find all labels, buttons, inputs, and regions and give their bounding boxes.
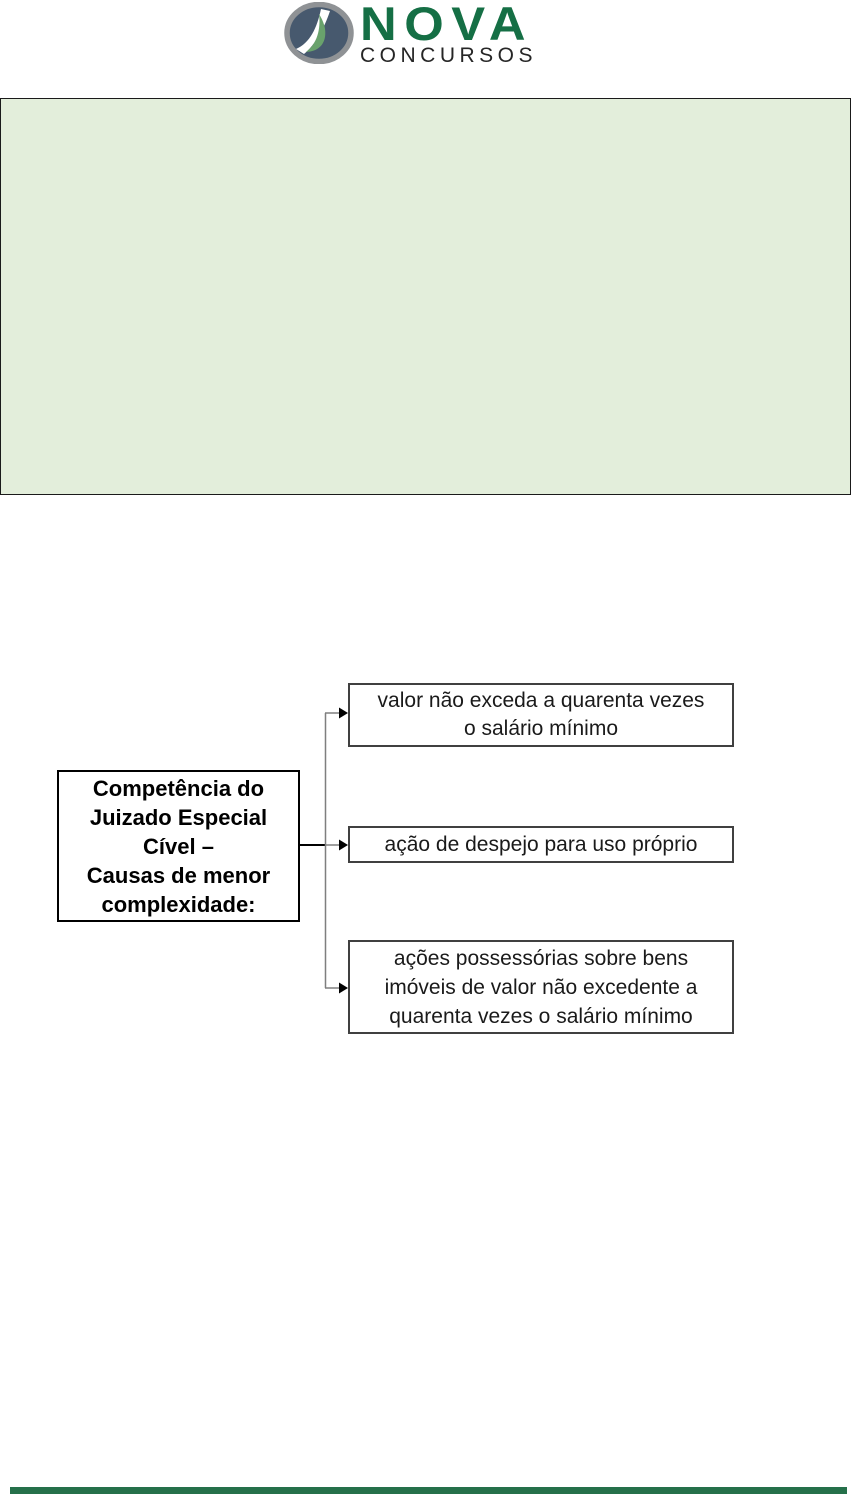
- arrowhead-middle-icon: [339, 840, 348, 851]
- diagram-branch-box-valor: [348, 683, 734, 747]
- arrowhead-top-icon: [339, 708, 348, 719]
- branch-box-line: valor não exceda a quarenta vezes: [377, 689, 705, 712]
- brand-name: NOVA: [360, 0, 534, 50]
- highlight-panel: [0, 98, 851, 495]
- root-box-line: Cível –: [143, 833, 214, 859]
- branch-box-line: imóveis de valor não excedente a: [384, 975, 698, 999]
- root-box-line: complexidade:: [101, 891, 256, 917]
- branch-box-line: o salário mínimo: [463, 717, 619, 740]
- branch-box-line: quarenta vezes o salário mínimo: [389, 1004, 693, 1028]
- footer-rule: [10, 1487, 847, 1494]
- diagram-root-box: [57, 770, 300, 922]
- diagram-branch-box-despejo: [348, 826, 734, 863]
- branch-box-line: ações possessórias sobre bens: [393, 946, 689, 970]
- nova-concursos-logo: [283, 2, 537, 66]
- brand-subname: CONCURSOS: [360, 44, 538, 67]
- root-box-line: Causas de menor: [86, 862, 271, 888]
- arrowhead-bottom-icon: [339, 983, 348, 994]
- logo-text: [360, 2, 537, 66]
- root-box-line: Juizado Especial: [89, 804, 268, 830]
- root-box-line: Competência do: [92, 775, 265, 801]
- branch-box-line: ação de despejo para uso próprio: [384, 832, 698, 856]
- diagram-branch-box-possessorias: [348, 940, 734, 1034]
- logo-emblem-icon: [283, 2, 355, 64]
